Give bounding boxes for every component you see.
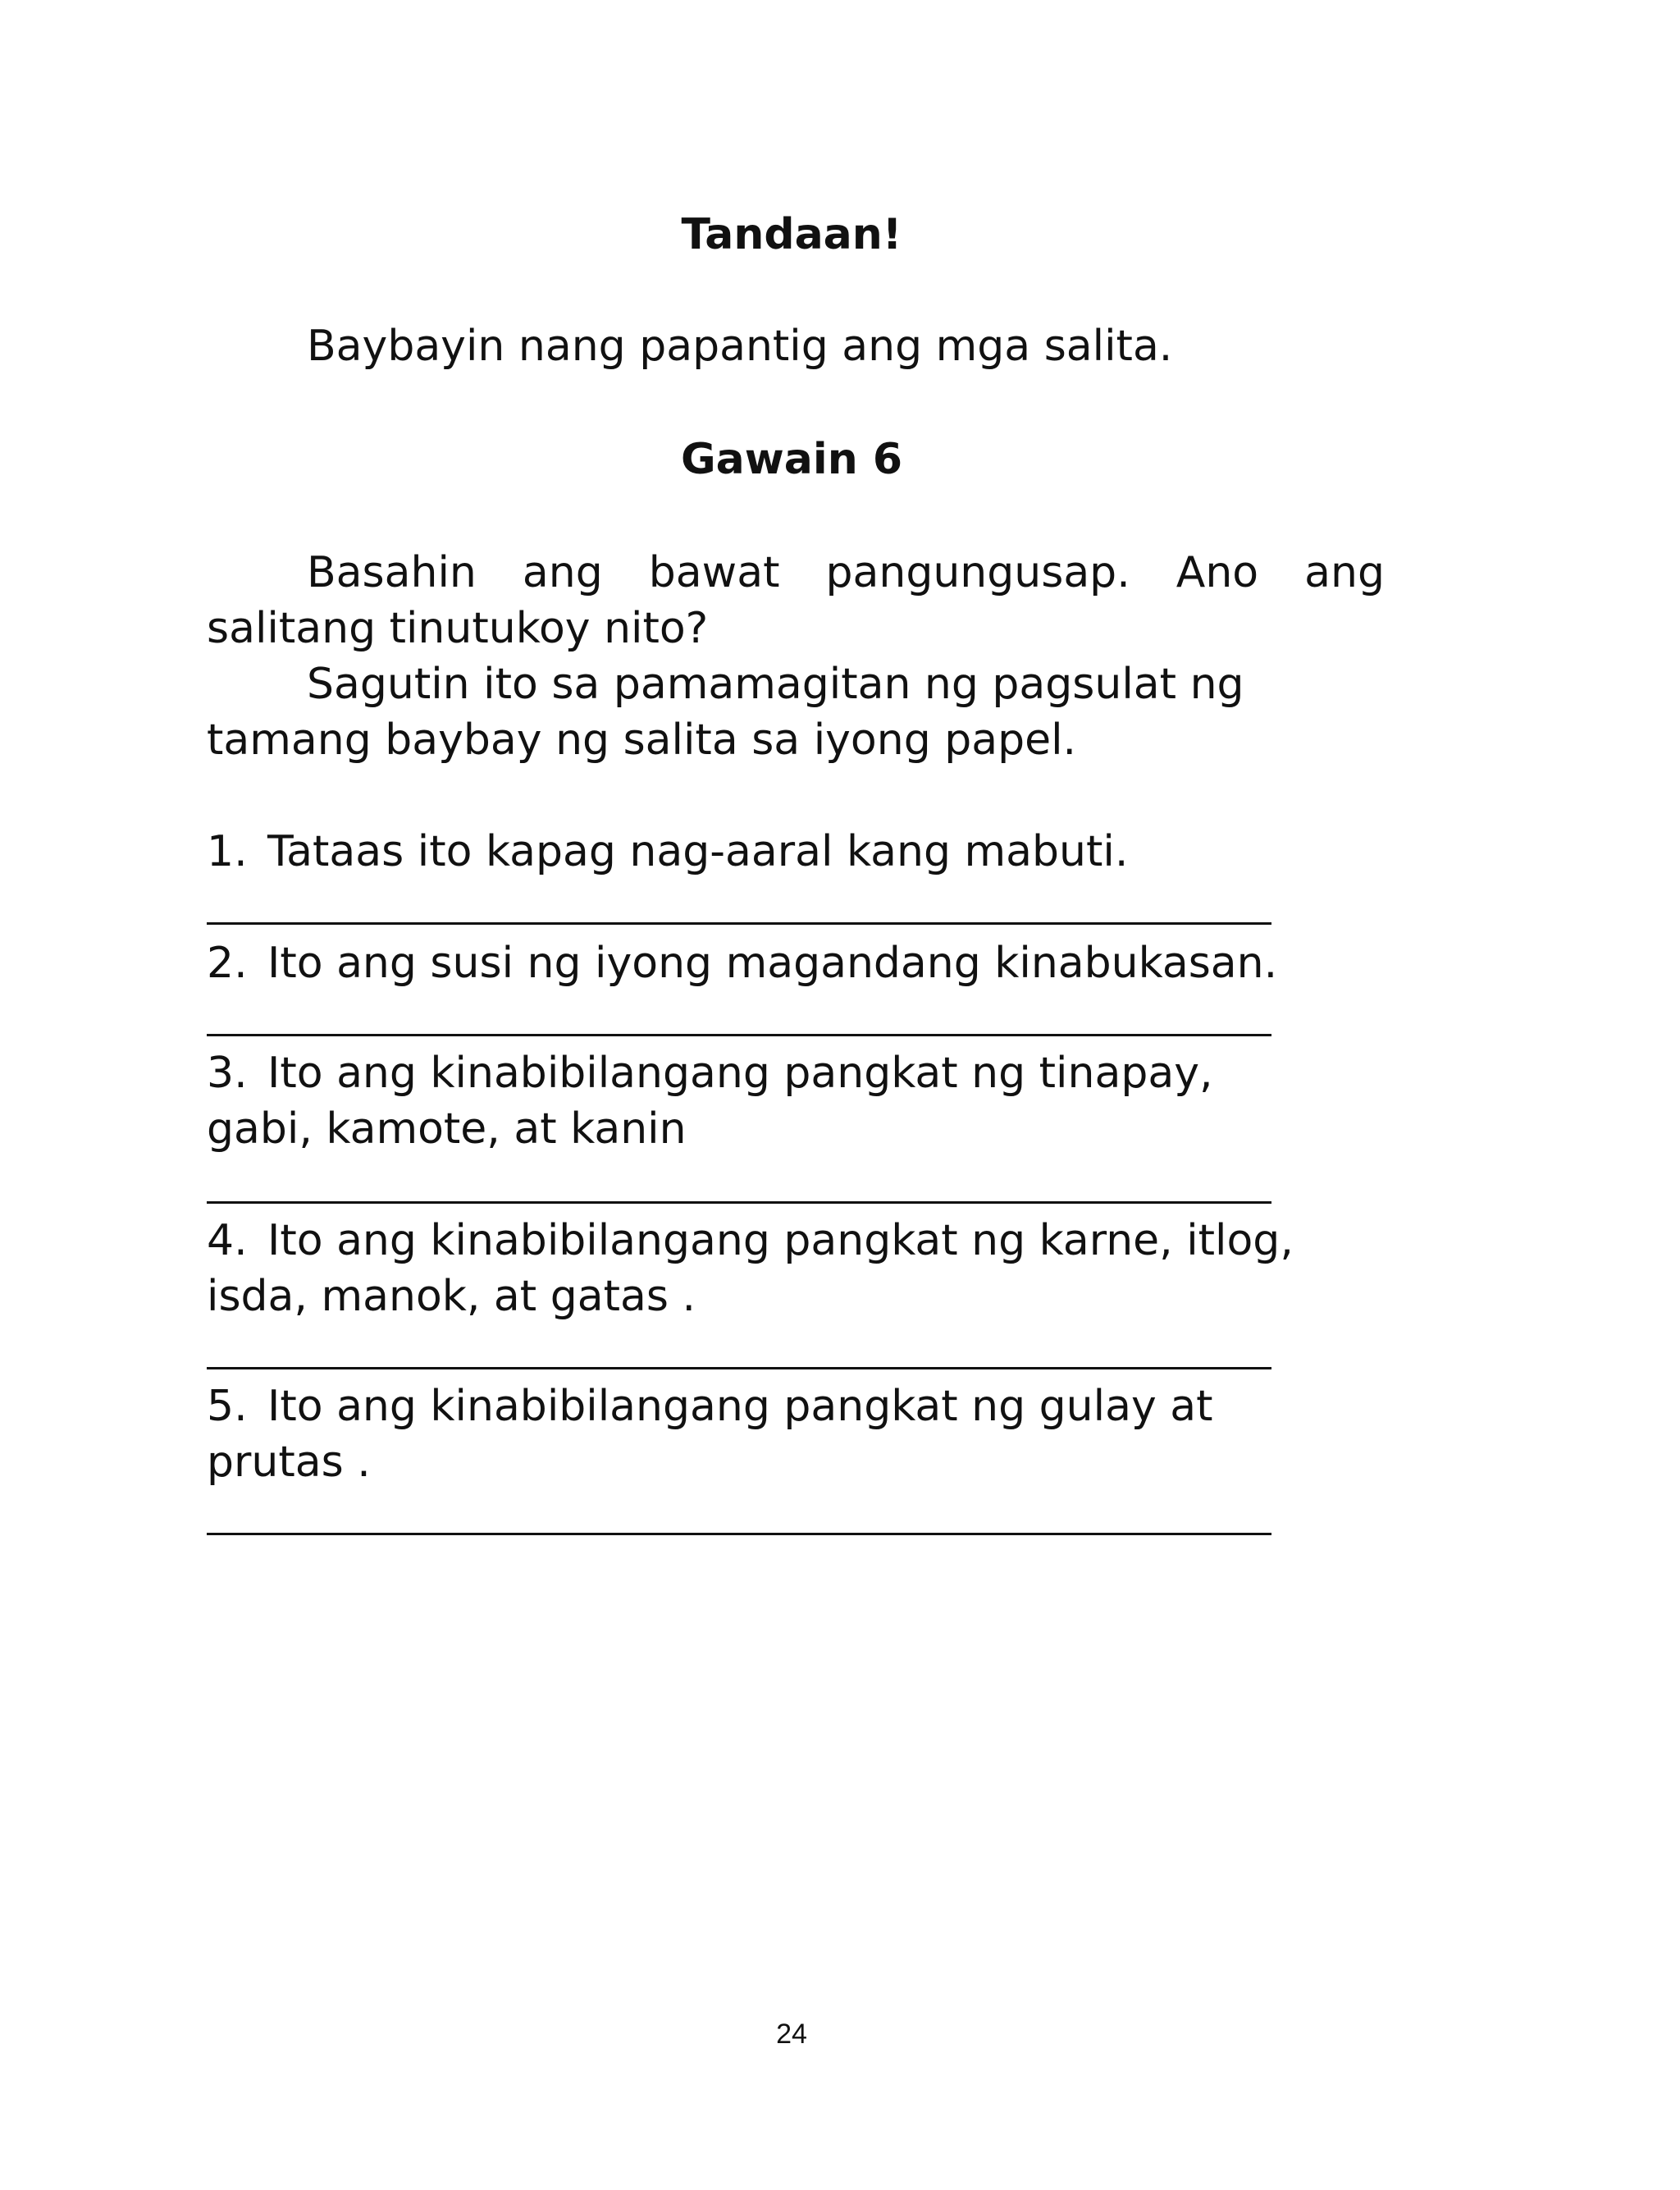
question-item-4 [207,1213,1437,1324]
remember-text: Baybayin nang papantig ang mga salita. [307,322,1173,371]
question-text: Ito ang susi ng iyong magandang kinabukasan. [267,939,1278,988]
question-text: Ito ang kinabibilangang pangkat ng karne, itlog, [267,1216,1294,1265]
question-item-5 [207,1378,1437,1490]
question-number: 5. [207,1382,248,1431]
question-item-3 [207,1045,1437,1157]
question-number: 2. [207,939,248,988]
answer-line-1[interactable] [207,922,1271,925]
question-number: 4. [207,1216,248,1265]
question-text: Tataas ito kapag nag-aaral kang mabuti. [267,827,1129,876]
question-text-continued: gabi, kamote, at kanin [207,1104,687,1154]
question-text: Ito ang kinabibilangang pangkat ng tinapay, [267,1049,1213,1098]
question-item-2 [207,935,1437,991]
question-item-1 [207,824,1437,880]
remember-heading: Tandaan! [681,210,902,259]
activity-heading: Gawain 6 [680,435,903,484]
question-text: Ito ang kinabibilangang pangkat ng gulay at [267,1382,1213,1431]
answer-line-2[interactable] [207,1034,1271,1036]
answer-line-4[interactable] [207,1367,1271,1369]
question-number: 3. [207,1049,248,1098]
activity-instruction-2-line-2: tamang baybay ng salita sa iyong papel. [207,716,1077,765]
question-number: 1. [207,827,248,876]
question-text-continued: isda, manok, at gatas . [207,1272,696,1321]
answer-line-3[interactable] [207,1201,1271,1204]
activity-instruction-1: Basahin ang bawat pangungusap. Ano ang salitang tinutukoy nito? [207,548,1385,653]
answer-line-5[interactable] [207,1533,1271,1535]
page-number: 24 [776,2019,807,2050]
question-text-continued: prutas . [207,1438,371,1487]
activity-instruction-2-line-1: Sagutin ito sa pamamagitan ng pagsulat ng [307,660,1244,709]
